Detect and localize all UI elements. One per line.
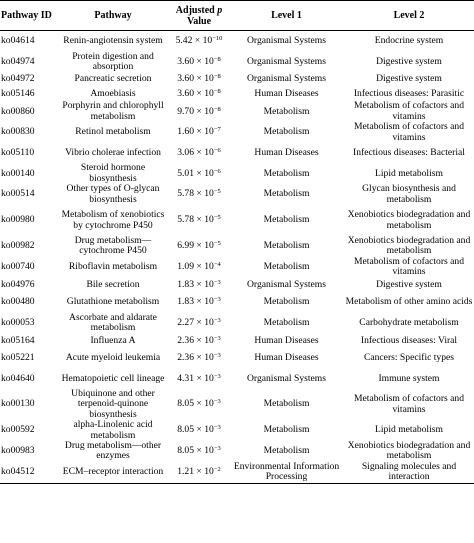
table-row [0,143,474,164]
p-exponent: −6 [213,167,221,175]
p-mantissa: 1.21 [177,466,195,478]
p-mantissa: 6.99 [177,240,195,252]
pathway-name-cell: Riboflavin metabolism [68,261,158,273]
table-row [0,257,474,278]
pathway-name-cell: Hematopoietic cell lineage [61,372,165,384]
adjusted-p-cell [169,72,229,87]
col-header-adjusted-p [169,1,229,31]
table-row [0,72,474,87]
p-exponent: −3 [213,278,221,286]
header-row [0,1,474,31]
pathway-id-cell: ko00980 [1,214,35,226]
p-symbol: p [217,4,223,16]
table-row [0,236,474,257]
level1-cell: Metabolism [263,214,310,226]
p-mantissa: 3.60 [177,87,195,99]
p-exponent: −6 [213,146,221,154]
p-mantissa: 4.31 [177,372,195,384]
table-row [0,369,474,390]
p-mantissa: 3.60 [177,55,195,67]
level2-cell: Lipid metabolism [375,424,443,436]
p-exponent: −8 [213,55,221,63]
pathway-name-cell: Protein digestion and absorption [72,51,154,72]
adjusted-p-cell [169,462,229,483]
p-mantissa: 8.05 [177,445,195,457]
adjusted-p-cell [169,389,229,420]
times-ten: × 10 [194,126,214,138]
p-exponent: −3 [213,296,221,304]
p-mantissa: 5.01 [177,167,195,179]
p-mantissa: 2.36 [177,352,195,364]
p-mantissa: 1.09 [177,261,195,273]
adjusted-p-cell [169,348,229,369]
pathway-id-cell: ko04614 [1,35,35,47]
level2-cell: Metabolism of cofactors and vitamins [353,122,465,143]
col-header-level1: Level 1 [229,1,344,31]
pathway-id-cell: ko04972 [1,73,35,85]
level2-cell: Immune system [378,372,440,384]
table-row [0,52,474,73]
level1-cell: Metabolism [263,424,310,436]
pathway-id-cell: ko00982 [1,240,35,252]
times-ten: × 10 [194,188,214,200]
times-ten: × 10 [192,35,213,47]
level2-cell: Metabolism of other amino acids [345,296,473,308]
p-exponent: −7 [213,126,221,134]
level1-cell: Metabolism [263,296,310,308]
pathway-id-cell: ko00860 [1,105,35,117]
level2-cell: Lipid metabolism [375,167,443,179]
level1-cell: Metabolism [263,445,310,457]
p-exponent: −3 [213,316,221,324]
adjusted-p-cell [169,441,229,462]
p-exponent: −8 [213,73,221,81]
value-label: Value [186,15,212,27]
times-ten: × 10 [194,352,214,364]
times-ten: × 10 [194,55,214,67]
adjusted-p-cell [169,31,229,52]
adjusted-p-cell [169,205,229,236]
pathway-id-cell: ko00140 [1,167,35,179]
p-exponent: −2 [213,466,221,474]
level2-cell: Metabolism of cofactors and vitamins [353,393,465,415]
level1-cell: Human Diseases [254,334,319,346]
pathway-name-cell: alpha-Linolenic acid metabolism [73,420,153,441]
p-mantissa: 1.83 [177,296,195,308]
p-exponent: −3 [213,445,221,453]
times-ten: × 10 [194,278,214,290]
p-exponent: −5 [213,188,221,196]
p-exponent: −3 [213,398,221,406]
pathway-id-cell: ko00514 [1,188,35,200]
times-ten: × 10 [194,261,214,273]
table-row [0,313,474,334]
p-exponent: −10 [212,35,223,43]
times-ten: × 10 [194,73,214,85]
level1-cell: Human Diseases [254,87,319,99]
p-mantissa: 3.60 [177,73,195,85]
pathway-id-cell: ko04512 [0,462,57,483]
p-mantissa: 5.42 [175,35,193,47]
level1-cell: Organismal Systems [247,55,326,67]
times-ten: × 10 [194,398,214,410]
adjusted-p-cell [169,334,229,349]
level2-cell: Xenobiotics biodegradation and metabolism [347,441,471,462]
pathway-name-cell: Influenza A [90,334,136,346]
p-mantissa: 3.06 [177,146,195,158]
pathway-name-cell: Retinol metabolism [75,126,151,138]
table-row [0,122,474,143]
table-body [0,31,474,484]
adjusted-p-cell [169,122,229,143]
level2-cell: Digestive system [376,55,442,67]
p-mantissa: 2.36 [177,334,195,346]
times-ten: × 10 [194,466,214,478]
times-ten: × 10 [194,240,214,252]
p-exponent: −3 [213,352,221,360]
level1-cell: Organismal Systems [247,372,326,384]
col-header-pathway-id: Pathway ID [0,1,57,31]
adjusted-p-cell [169,257,229,278]
pathway-id-cell: ko05110 [1,146,35,158]
times-ten: × 10 [194,424,214,436]
pathway-id-cell: ko00053 [1,316,35,328]
level1-cell: Metabolism [263,398,310,410]
pathway-id-cell: ko00740 [1,261,35,273]
level2-cell: Digestive system [376,278,442,290]
table-row [0,184,474,205]
col-header-level2: Level 2 [344,1,474,31]
times-ten: × 10 [194,105,214,117]
p-mantissa: 5.78 [177,188,195,200]
adjusted-p-cell [169,184,229,205]
level1-cell: Metabolism [263,167,310,179]
p-mantissa: 8.05 [177,398,195,410]
p-mantissa: 8.05 [177,424,195,436]
table-row [0,334,474,349]
level2-cell: Metabolism of cofactors and vitamins [353,101,465,122]
level2-cell: Glycan biosynthesis and metabolism [362,184,456,205]
pathway-id-cell: ko00830 [1,126,35,138]
pathway-name-cell: Vibrio cholerae infection [65,146,161,158]
pathway-name-cell: Ascorbate and aldarate metabolism [69,312,157,334]
table-row [0,87,474,102]
pathway-name-cell: Bile secretion [86,278,140,290]
pathway-name-cell: Other types of O-glycan biosynthesis [66,184,160,205]
p-exponent: −8 [213,105,221,113]
adjusted-p-cell [169,313,229,334]
times-ten: × 10 [194,445,214,457]
pathway-name-cell: Porphyrin and chlorophyll metabolism [62,101,164,122]
level2-cell: Digestive system [376,73,442,85]
level2-cell: Infectious diseases: Viral [360,334,458,346]
pathway-name-cell: ECM–receptor interaction [57,462,169,483]
adjusted-p-cell [169,163,229,184]
times-ten: × 10 [194,146,214,158]
adjusted-p-cell [169,52,229,73]
table-row [0,31,474,52]
times-ten: × 10 [194,214,214,226]
level1-cell: Human Diseases [254,352,319,364]
level2-cell: Cancers: Specific types [363,352,455,364]
adjusted-p-cell [169,101,229,122]
p-mantissa: 9.70 [177,105,195,117]
col-header-pathway: Pathway [57,1,169,31]
table-row [0,163,474,184]
level1-cell: Metabolism [263,261,310,273]
pathway-name-cell: Amoebiasis [90,87,136,99]
level1-cell: Metabolism [263,105,310,117]
pathway-name-cell: Metabolism of xenobiotics by cytochrome P450 [61,209,165,231]
pathway-name-cell: Drug metabolism—other enzymes [64,441,162,462]
p-exponent: −3 [213,372,221,380]
table-row [0,101,474,122]
pathway-id-cell: ko00480 [1,296,35,308]
adjusted-p-cell [169,292,229,313]
adjusted-p-cell [169,420,229,441]
level1-cell: Environmental Information Processing [229,462,344,483]
level1-cell: Organismal Systems [247,35,326,47]
table-row [0,348,474,369]
pathway-id-cell: ko05221 [1,352,35,364]
level1-cell: Organismal Systems [247,73,326,85]
times-ten: × 10 [194,372,214,384]
pathway-id-cell: ko05164 [1,334,35,346]
adjusted-p-cell [169,369,229,390]
p-mantissa: 5.78 [177,214,195,226]
pathway-id-cell: ko00592 [1,424,35,436]
pathway-id-cell: ko05146 [1,87,35,99]
adjusted-label: Adjusted [175,4,215,16]
level2-cell: Xenobiotics biodegradation and metabolism [347,236,471,257]
level2-cell: Infectious diseases: Parasitic [353,87,465,99]
p-exponent: −5 [213,214,221,222]
times-ten: × 10 [194,334,214,346]
times-ten: × 10 [194,87,214,99]
pathway-id-cell: ko04976 [1,278,35,290]
pathway-id-cell: ko00983 [1,445,35,457]
pathway-name-cell: Acute myeloid leukemia [65,352,161,364]
pathway-name-cell: Pancreatic secretion [74,73,152,85]
level2-cell: Infectious diseases: Bacterial [353,146,465,158]
level2-cell: Signaling molecules and interaction [344,462,474,483]
pathway-id-cell: ko04974 [1,55,35,67]
p-exponent: −4 [213,261,221,269]
level1-cell: Metabolism [263,188,310,200]
adjusted-p-cell [169,87,229,102]
level2-cell: Metabolism of cofactors and vitamins [353,256,465,278]
pathway-name-cell: Renin-angiotensin system [63,35,163,47]
pathway-name-cell: Ubiquinone and other terpenoid-quinone biosynthesis [71,389,155,420]
pathway-name-cell: Steroid hormone biosynthesis [80,163,146,184]
table-row [0,205,474,236]
table-row [0,278,474,293]
level2-cell: Xenobiotics biodegradation and metabolism [347,209,471,231]
level1-cell: Metabolism [263,316,310,328]
table-row [0,441,474,462]
table-row [0,462,474,483]
adjusted-p-cell [169,278,229,293]
p-exponent: −3 [213,424,221,432]
level1-cell: Organismal Systems [247,278,326,290]
level2-cell: Endocrine system [374,35,444,47]
pathway-id-cell: ko04640 [1,372,35,384]
p-mantissa: 2.27 [177,316,195,328]
p-exponent: −3 [213,334,221,342]
p-exponent: −8 [213,87,221,95]
times-ten: × 10 [194,316,214,328]
level1-cell: Metabolism [263,126,310,138]
pathway-name-cell: Glutathione metabolism [66,296,160,308]
times-ten: × 10 [194,296,214,308]
table-row [0,420,474,441]
p-mantissa: 1.60 [177,126,195,138]
p-exponent: −5 [213,240,221,248]
pathway-name-cell: Drug metabolism—cytochrome P450 [74,236,152,257]
p-mantissa: 1.83 [177,278,195,290]
table-row [0,292,474,313]
adjusted-p-cell [169,236,229,257]
level1-cell: Metabolism [263,240,310,252]
level2-cell: Carbohydrate metabolism [359,316,459,328]
adjusted-p-cell [169,143,229,164]
pathway-id-cell: ko00130 [1,398,35,410]
times-ten: × 10 [194,167,214,179]
table-row [0,389,474,420]
level1-cell: Human Diseases [254,146,319,158]
